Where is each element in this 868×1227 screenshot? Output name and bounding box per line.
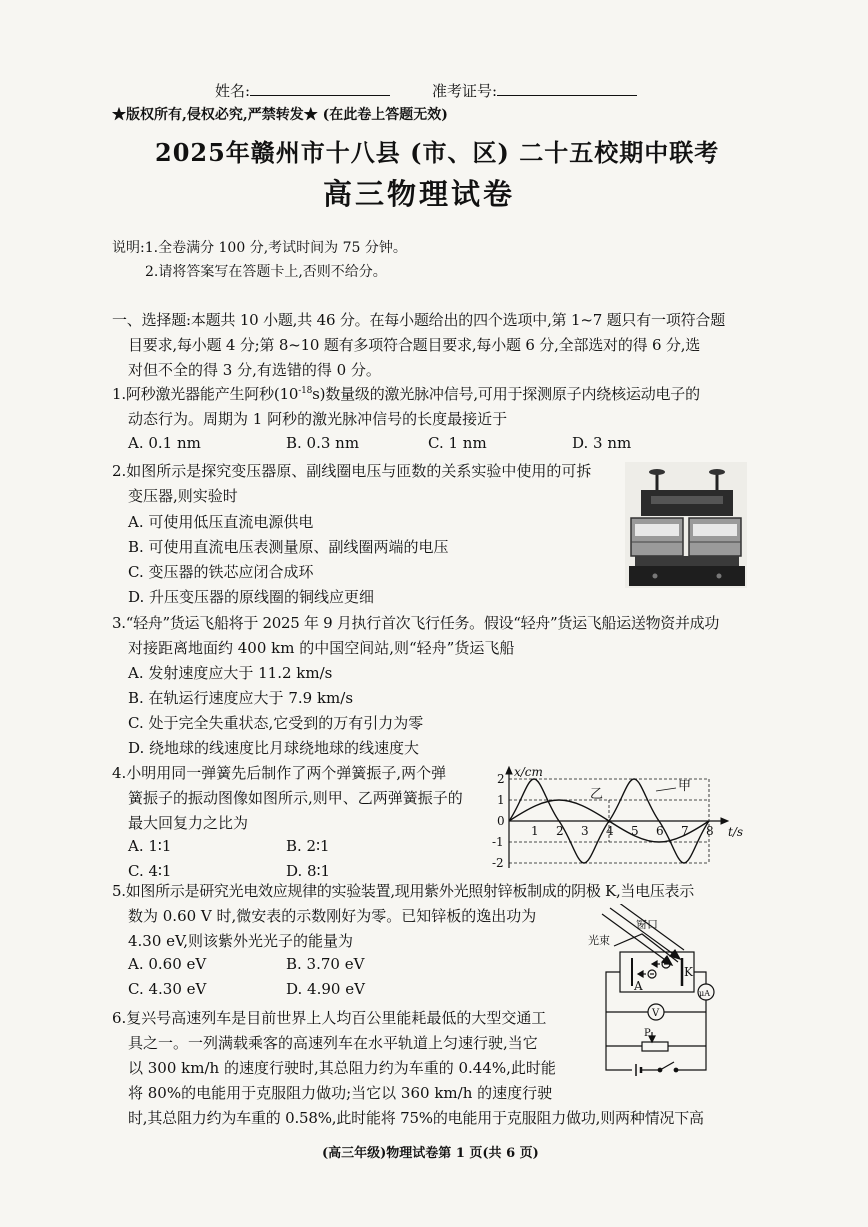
q2-option-b: B. 可使用直流电压表测量原、副线圈两端的电压 (128, 538, 449, 556)
q1-option-a: A. 0.1 nm (128, 434, 201, 452)
q1-exponent: -18 (298, 386, 313, 396)
q6-line4: 将 80%的电能用于克服阻力做功;当它以 360 km/h 的速度行驶 (128, 1084, 553, 1102)
q5-line2: 数为 0.60 V 时,微安表的示数刚好为零。已知锌板的逸出功为 (128, 907, 537, 925)
note-2: 2.请将答案写在答题卡上,否则不给分。 (145, 264, 387, 280)
copyright-notice: ★版权所有,侵权必究,严禁转发★ (在此卷上答题无效) (112, 107, 448, 123)
vibration-graph (480, 764, 750, 874)
q5-line1: 5.如图所示是研究光电效应规律的实验装置,现用紫外光照射锌板制成的阴极 K,当电压表示 (112, 882, 694, 900)
q4-line2: 簧振子的振动图像如图所示,则甲、乙两弹簧振子的 (128, 789, 463, 807)
transformer-photo (625, 462, 747, 588)
voltmeter-label: V (652, 1008, 660, 1019)
q5-option-b: B. 3.70 eV (286, 955, 365, 973)
y-axis-label: x/cm (514, 765, 543, 779)
note-1: 说明:1.全卷满分 100 分,考试时间为 75 分钟。 (112, 240, 407, 256)
q6-line5: 时,其总阻力约为车重的 0.58%,此时能将 75%的电能用于克服阻力做功,则两种情况下高 (128, 1109, 704, 1127)
x-tick-4: 4 (606, 824, 614, 838)
q1-line2: 动态行为。周期为 1 阿秒的激光脉冲信号的长度最接近于 (128, 410, 508, 428)
x-tick-3: 3 (581, 824, 589, 838)
exam-title: 2025年赣州市十八县 (市、区) 二十五校期中联考 (155, 138, 720, 167)
q2-line1: 2.如图所示是探究变压器原、副线圈电压与匝数的关系实验中使用的可拆 (112, 462, 592, 480)
exam-subtitle: 高三物理试卷 (323, 177, 516, 211)
q3-line1: 3.“轻舟”货运飞船将于 2025 年 9 月执行首次飞行任务。假设“轻舟”货运飞船运送物资并成功 (112, 614, 720, 632)
light-beam-ray (602, 914, 668, 962)
x-tick-7: 7 (681, 824, 689, 838)
series-jia-label: 甲 (678, 779, 692, 794)
q4-line3: 最大回复力之比为 (128, 814, 249, 832)
y-tick-neg2: -2 (492, 856, 504, 870)
x-tick-8: 8 (706, 824, 714, 838)
q2-option-a: A. 可使用低压直流电源供电 (128, 513, 314, 531)
beam-label: 光束 (588, 934, 610, 947)
anode-label: A (634, 979, 643, 993)
y-axis-arrow (506, 767, 512, 774)
q4-line1: 4.小明用同一弹簧先后制作了两个弹簧振子,两个弹 (112, 764, 447, 782)
q1-option-c: C. 1 nm (428, 434, 487, 452)
x-tick-1: 1 (531, 824, 539, 838)
page-footer: (高三年级)物理试卷第 1 页(共 6 页) (322, 1146, 539, 1161)
y-tick-neg1: -1 (492, 835, 504, 849)
x-axis-label: t/s (728, 825, 744, 839)
q5-option-d: D. 4.90 eV (286, 980, 365, 998)
y-tick-1: 1 (497, 793, 505, 807)
section1-line2: 目要求,每小题 4 分;第 8~10 题有多项符合题目要求,每小题 6 分,全部选对的得 6 分,选 (128, 336, 701, 354)
q3-option-b: B. 在轨运行速度应大于 7.9 km/s (128, 689, 354, 707)
y-tick-0: 0 (497, 814, 505, 828)
name-blank (250, 81, 390, 96)
y-tick-2: 2 (497, 772, 505, 786)
q1-option-b: B. 0.3 nm (286, 434, 360, 452)
q5-line3: 4.30 eV,则该紫外光光子的能量为 (128, 932, 354, 950)
q2-line2: 变压器,则实验时 (128, 487, 238, 505)
x-tick-2: 2 (556, 824, 564, 838)
name-field (215, 80, 390, 101)
name-label: 姓名: (215, 82, 251, 100)
q1-line1 (112, 383, 700, 404)
x-axis-arrow (721, 818, 728, 824)
q6-line2: 具之一。一列满载乘客的高速列车在水平轨道上匀速行驶,当它 (128, 1034, 538, 1052)
rheostat (642, 1042, 668, 1051)
q4-option-d: D. 8∶1 (286, 862, 331, 880)
q1-text-a: 1.阿秒激光器能产生阿秒(10 (112, 385, 299, 403)
exam-no-label: 准考证号: (432, 82, 498, 100)
series-yi-label: 乙 (590, 787, 604, 802)
q4-option-b: B. 2∶1 (286, 837, 330, 855)
section1-line3: 对但不全的得 3 分,有选错的得 0 分。 (128, 361, 381, 379)
window-label: 窗口 (636, 918, 658, 931)
q3-line2: 对接距离地面约 400 km 的中国空间站,则“轻舟”货运飞船 (128, 639, 515, 657)
exam-no-blank (497, 81, 637, 96)
q4-option-c: C. 4∶1 (128, 862, 172, 880)
microammeter-label: μA (699, 989, 710, 998)
section1-line1: 一、选择题:本题共 10 小题,共 46 分。在每小题给出的四个选项中,第 1~7 题只有一项符合题 (112, 311, 726, 329)
q4-option-a: A. 1∶1 (128, 837, 172, 855)
q3-option-d: D. 绕地球的线速度比月球绕地球的线速度大 (128, 739, 420, 757)
q3-option-a: A. 发射速度应大于 11.2 km/s (128, 664, 333, 682)
q2-option-d: D. 升压变压器的原线圈的铜线应更细 (128, 588, 375, 606)
rheostat-label: P (644, 1028, 651, 1039)
x-tick-6: 6 (656, 824, 664, 838)
q1-text-b: s)数量级的激光脉冲信号,可用于探测原子内绕核运动电子的 (312, 385, 700, 403)
q3-option-c: C. 处于完全失重状态,它受到的万有引力为零 (128, 714, 424, 732)
photoelectric-circuit (586, 904, 746, 1080)
x-tick-5: 5 (631, 824, 639, 838)
q5-option-a: A. 0.60 eV (128, 955, 207, 973)
q6-line3: 以 300 km/h 的速度行驶时,其总阻力约为车重的 0.44%,此时能 (128, 1059, 556, 1077)
cathode-label: K (684, 965, 693, 979)
q6-line1: 6.复兴号高速列车是目前世界上人均百公里能耗最低的大型交通工 (112, 1009, 547, 1027)
q5-option-c: C. 4.30 eV (128, 980, 207, 998)
exam-no-field (432, 80, 637, 101)
q2-option-c: C. 变压器的铁芯应闭合成环 (128, 563, 314, 581)
q1-option-d: D. 3 nm (572, 434, 632, 452)
